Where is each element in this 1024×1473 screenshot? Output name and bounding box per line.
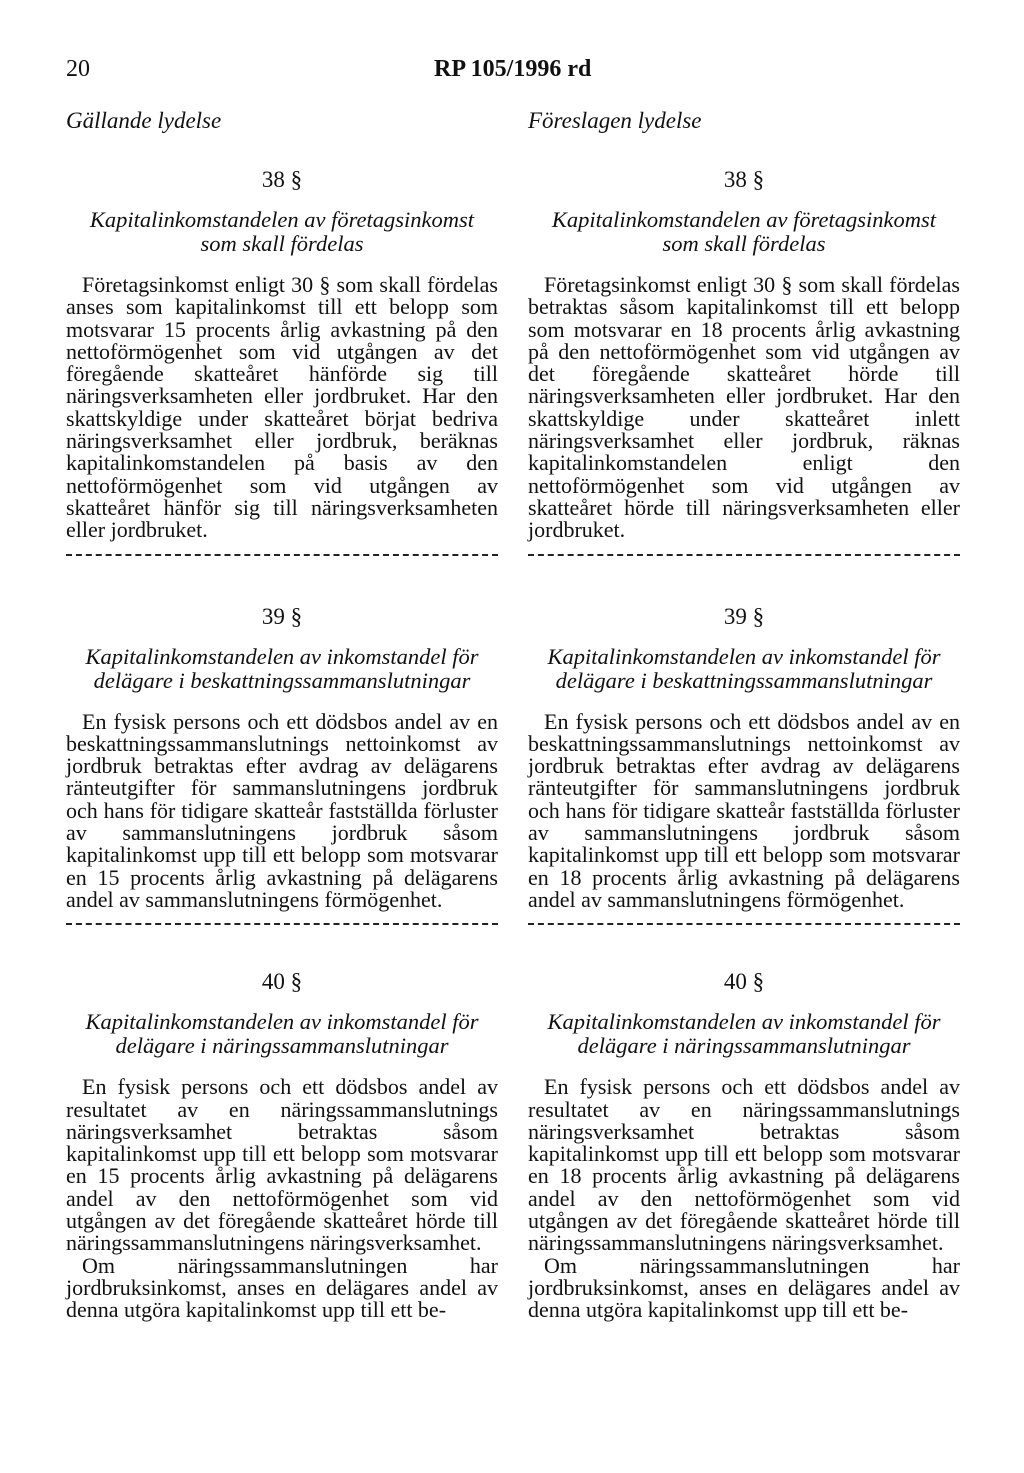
section-39 — [66, 601, 498, 926]
section-title-line: delägare i beskattningssammanslutningar — [93, 667, 471, 693]
section-paragraph: Om näringssammanslutningen har jordbruksinkomst, anses en delägares andel av denna utgöra kapitalinkomst upp till ett be- — [528, 1252, 960, 1323]
section-title-line: Kapitalinkomstandelen av inkomstandel för — [547, 643, 941, 669]
section-title-line: delägare i näringssammanslutningar — [115, 1033, 449, 1059]
section-title — [66, 208, 498, 256]
section-paragraph: Företagsinkomst enligt 30 § som skall fördelas betraktas såsom kapitalinkomst till ett belopp som motsvarar en 18 procents årlig avkastning på den nettoförmögenhet som vid utgången av det föregående skatteåret hörde till näringsverksamheten eller jordbruket. Har den skattskyldige under skatteåret inlett näringsverksamhet eller jordbruk, räknas kapitalinkomstandelen enligt den nettoförmögenhet som vid utgången av skatteåret hörde till näringsverksamheten eller jordbruket. — [528, 272, 960, 543]
section-paragraph: En fysisk persons och ett dödsbos andel av en beskattningssammanslutnings nettoinkomst av jordbruk betraktas efter avdrag av delägarens ränteutgifter för sammanslutningens jordbruk och hans för tidigare skatteår fastställda förluster av sammanslutningens jordbruk såsom kapitalinkomst upp till ett belopp som motsvarar en 18 procents årlig avkastning på delägarens andel av sammanslutningens förmögenhet. — [528, 708, 960, 912]
section-title — [528, 1010, 960, 1058]
section-paragraph: En fysisk persons och ett dödsbos andel av resultatet av en näringssammanslutnings näringsverksamhet betraktas såsom kapitalinkomst upp till ett belopp som motsvarar en 18 procents årlig avkastning på delägarens andel av den nettoförmögenhet som vid utgången av det föregående skatteåret hörde till näringssammanslutningens näringsverksamhet. — [528, 1074, 960, 1256]
section-title-line: delägare i beskattningssammanslutningar — [555, 667, 933, 693]
section-title-line: som skall fördelas — [200, 231, 364, 256]
section-number: 40 § — [723, 969, 765, 995]
section-number: 38 § — [261, 167, 303, 192]
section-paragraph: Om näringssammanslutningen har jordbruksinkomst, anses en delägares andel av denna utgöra kapitalinkomst upp till ett be- — [66, 1252, 498, 1323]
section-paragraph: Företagsinkomst enligt 30 § som skall fördelas anses som kapitalinkomst till ett belopp som motsvarar 15 procents årlig avkastning på den nettoförmögenhet som vid utgången av det föregående skatteåret hänförde sig till näringsverksamheten eller jordbruket. Har den skattskyldige under skatteåret börjat bedriva näringsverksamhet eller jordbruk, beräknas kapitalinkomstandelen på basis av den nettoförmögenhet som vid utgången av skatteåret hänför sig till näringsverksamheten eller jordbruket. — [66, 272, 498, 543]
column-heading: Gällande lydelse — [66, 108, 222, 133]
section-title-line: Kapitalinkomstandelen av inkomstandel för — [85, 643, 479, 669]
section-38 — [66, 164, 498, 556]
section-title-line: delägare i näringssammanslutningar — [577, 1033, 911, 1059]
page-number: 20 — [66, 56, 90, 82]
section-number: 38 § — [723, 167, 765, 192]
section-title-line: Kapitalinkomstandelen av inkomstandel för — [547, 1009, 941, 1035]
document-reference: RP 105/1996 rd — [434, 56, 592, 82]
section-title-line: Kapitalinkomstandelen av företagsinkomst — [551, 207, 937, 232]
section-number: 40 § — [261, 969, 303, 995]
section-38 — [528, 164, 960, 556]
column-heading: Föreslagen lydelse — [528, 108, 702, 133]
section-title — [528, 208, 960, 256]
section-title — [66, 1010, 498, 1058]
section-paragraph: En fysisk persons och ett dödsbos andel av en beskattningssammanslutnings nettoinkomst av jordbruk betraktas efter avdrag av delägarens ränteutgifter för sammanslutningens jordbruk och hans för tidigare skatteår fastställda förluster av sammanslutningens jordbruk såsom kapitalinkomst upp till ett belopp som motsvarar en 15 procents årlig avkastning på delägarens andel av sammanslutningens förmögenhet. — [66, 708, 498, 912]
section-title — [528, 645, 960, 693]
section-40 — [528, 966, 960, 1321]
section-title-line: som skall fördelas — [662, 231, 826, 256]
section-40 — [66, 966, 498, 1321]
column-proposed-wording — [528, 108, 960, 1322]
section-title-line: Kapitalinkomstandelen av företagsinkomst — [89, 207, 475, 232]
section-number: 39 § — [261, 603, 303, 629]
section-39 — [528, 601, 960, 926]
column-current-wording — [66, 108, 498, 1322]
section-number: 39 § — [723, 603, 765, 629]
section-title — [66, 645, 498, 693]
section-title-line: Kapitalinkomstandelen av inkomstandel för — [85, 1009, 479, 1035]
section-paragraph: En fysisk persons och ett dödsbos andel av resultatet av en näringssammanslutnings näringsverksamhet betraktas såsom kapitalinkomst upp till ett belopp som motsvarar en 15 procents årlig avkastning på delägarens andel av den nettoförmögenhet som vid utgången av det föregående skatteåret hörde till näringssammanslutningens näringsverksamhet. — [66, 1074, 498, 1256]
